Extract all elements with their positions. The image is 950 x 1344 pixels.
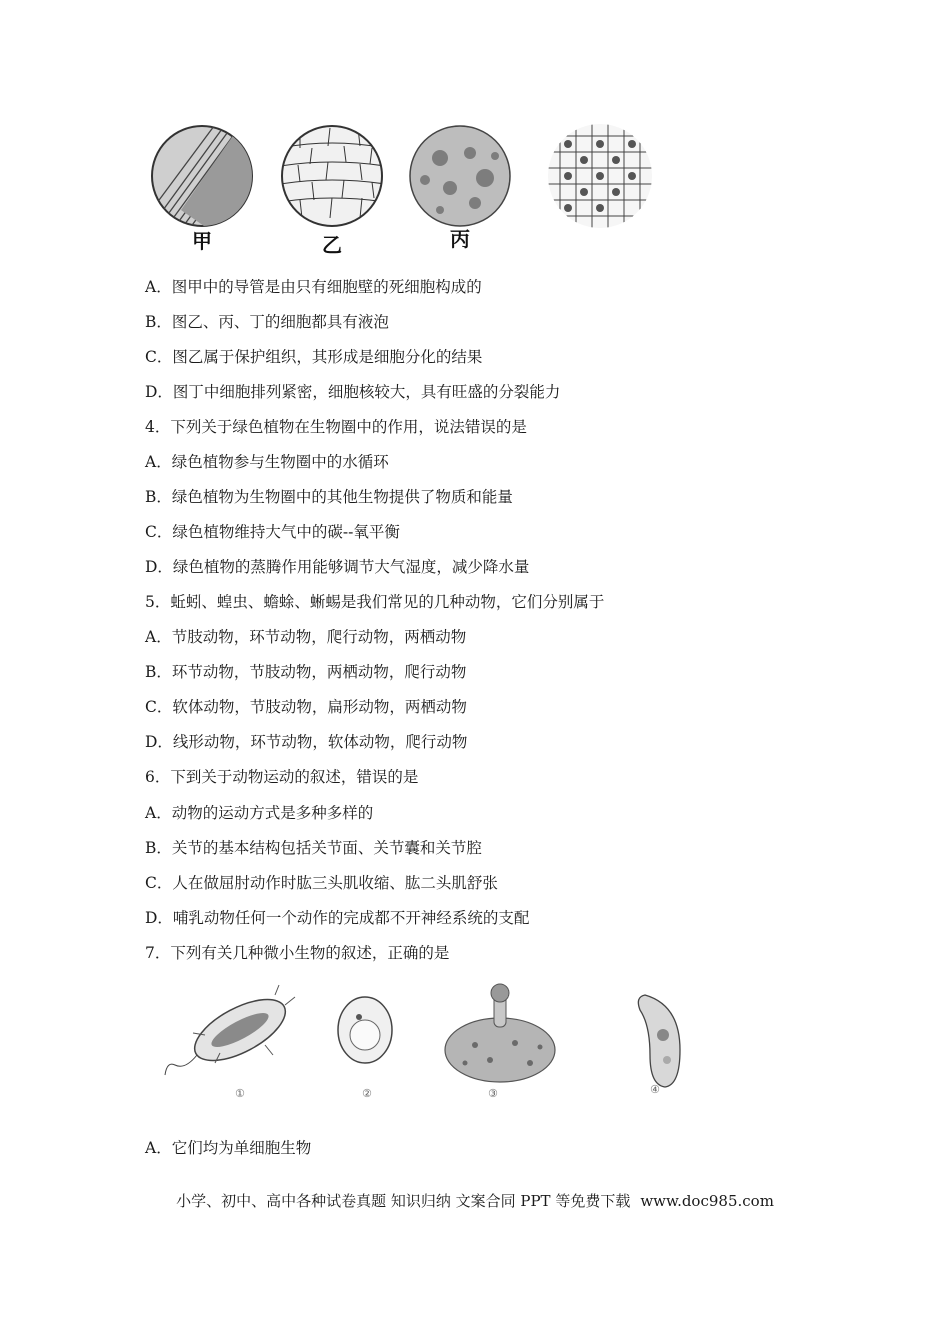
option-c-q5: C．软体动物，节肢动物，扁形动物，两栖动物	[145, 698, 467, 716]
option-c-q4: C．绿色植物维持大气中的碳--氧平衡	[145, 523, 400, 541]
figure-number-1: ①	[235, 1087, 245, 1100]
figure-number-4: ④	[650, 1083, 660, 1096]
option-b-q5: B．环节动物，节肢动物，两栖动物，爬行动物	[145, 663, 467, 681]
microorganisms-figure	[145, 975, 705, 1105]
paramecium-drawing	[638, 995, 680, 1087]
option-c-q6: C．人在做屈肘动作时肱三头肌收缩、肱二头肌舒张	[145, 874, 498, 892]
bacterium-drawing	[165, 985, 295, 1075]
question-5: 5．蚯蚓、蝗虫、蟾蜍、蜥蜴是我们常见的几种动物，它们分别属于	[145, 593, 605, 611]
option-a-q6: A．动物的运动方式是多种多样的	[145, 804, 374, 822]
option-c-q3: C．图乙属于保护组织，其形成是细胞分化的结果	[145, 348, 483, 366]
option-d-q4: D．绿色植物的蒸腾作用能够调节大气湿度，减少降水量	[145, 558, 530, 576]
fungus-drawing	[445, 984, 555, 1082]
option-a-q7: A．它们均为单细胞生物	[145, 1139, 312, 1157]
option-d-q5: D．线形动物，环节动物，软体动物，爬行动物	[145, 733, 468, 751]
tissue-micrographs-figure	[140, 118, 670, 258]
option-b-q3: B．图乙、丙、丁的细胞都具有液泡	[145, 313, 389, 331]
question-6: 6．下到关于动物运动的叙述，错误的是	[145, 768, 419, 786]
micrograph-jia	[142, 118, 299, 244]
yeast-drawing	[338, 997, 392, 1063]
option-d-q3: D．图丁中细胞排列紧密，细胞核较大，具有旺盛的分裂能力	[145, 383, 561, 401]
question-4: 4．下列关于绿色植物在生物圈中的作用，说法错误的是	[145, 418, 527, 436]
option-a-q3: A．图甲中的导管是由只有细胞壁的死细胞构成的	[145, 278, 482, 296]
micrograph-bing	[410, 126, 510, 226]
option-a-q4: A．绿色植物参与生物圈中的水循环	[145, 453, 389, 471]
figure-label-yi: 乙	[322, 233, 342, 257]
footer-text: 小学、初中、高中各种试卷真题 知识归纳 文案合同 PPT 等免费下载	[176, 1192, 631, 1210]
micrograph-ding	[545, 123, 655, 228]
option-a-q5: A．节肢动物，环节动物，爬行动物，两栖动物	[145, 628, 467, 646]
footer-url[interactable]: www.doc985.com	[640, 1192, 774, 1210]
question-7: 7．下列有关几种微小生物的叙述，正确的是	[145, 944, 450, 962]
figure-number-2: ②	[362, 1087, 372, 1100]
figure-number-3: ③	[488, 1087, 498, 1100]
option-b-q4: B．绿色植物为生物圈中的其他生物提供了物质和能量	[145, 488, 513, 506]
figure-label-jia: 甲	[192, 229, 212, 253]
page-footer	[0, 1190, 950, 1211]
figure-label-bing: 丙	[450, 227, 470, 251]
micrograph-yi	[280, 126, 385, 226]
option-d-q6: D．哺乳动物任何一个动作的完成都不开神经系统的支配	[145, 909, 530, 927]
option-b-q6: B．关节的基本结构包括关节面、关节囊和关节腔	[145, 839, 482, 857]
